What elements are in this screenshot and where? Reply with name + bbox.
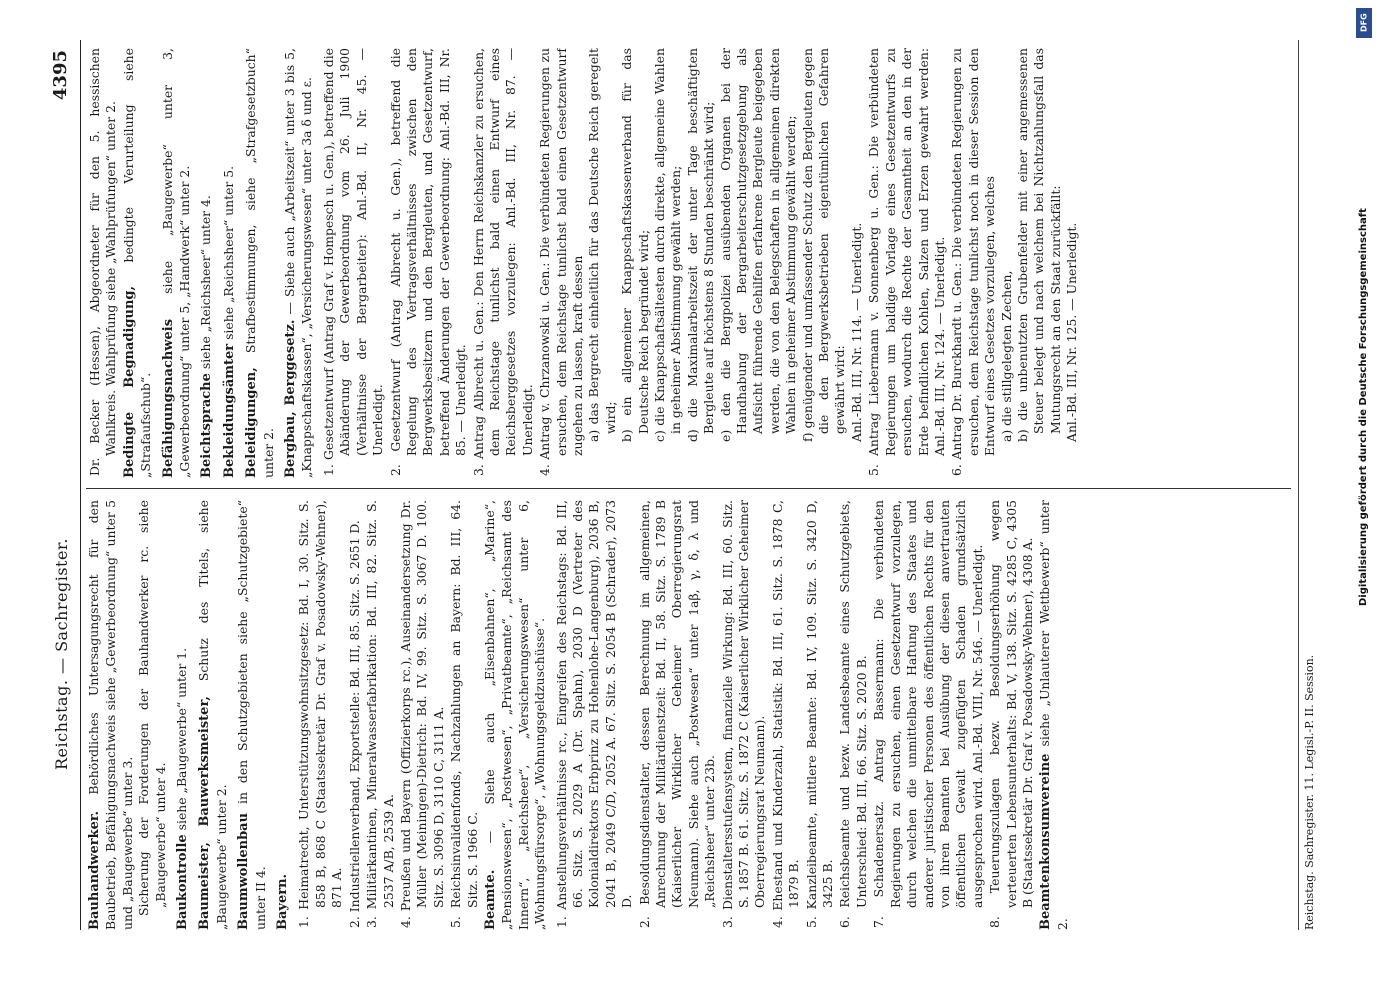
index-entry	[871, 500, 986, 930]
index-entry	[554, 500, 636, 930]
index-entry	[198, 48, 215, 478]
entry-text: d) die Maximalarbeitszeit der unter Tage beschäftigten Bergleute auf höchstens 8 Stunden beschränkt wird;	[684, 48, 717, 442]
column-divider	[86, 488, 1291, 489]
dfg-logo-icon: DFG	[1356, 8, 1372, 38]
entry-heading: Beamte.	[482, 869, 498, 930]
index-entry	[471, 48, 537, 478]
entry-heading: Beamtenkonsumvereine	[1038, 753, 1054, 930]
digitization-credit: Digitalisierung gefördert durch die Deutsche Forschungsgemeinschaft	[1358, 208, 1369, 606]
index-entry	[770, 500, 803, 930]
entry-text: 3. Dienstaltersstufensystem, finanzielle Wirkung: Bd. III, 60. Sitz. S. 1857 B. 61. Sitz. S. 1872 C (Kaiserlicher Wirklicher Geheimer Oberregierungsrat Neumann).	[719, 500, 768, 928]
page-header	[50, 40, 81, 930]
entry-text: b) ein allgemeiner Knappschaftskassenverband für das Deutsche Reich begründet wird;	[619, 48, 651, 442]
index-entry	[804, 500, 837, 930]
entry-text: bedingte Verurteilung siehe „Strafaufschub“.	[120, 48, 154, 478]
entry-text: Sicherung der Forderungen der Bauhandwerker rc. siehe „Baugewerbe“ unter 4.	[136, 500, 168, 916]
index-entry	[121, 48, 155, 478]
entry-text: 2. Gesetzentwurf (Antrag Albrecht u. Gen.), betreffend die Regelung des Vertragsverhältnisses zwischen den Bergwerksbesitzern und den Bergleuten, und Gesetzentwurf, betreffend Änderungen der Gewerbeordnung: Anl.-Bd. III, Nr. 85. — Unerledigt.	[387, 48, 469, 476]
index-entry	[347, 500, 363, 930]
entry-text: Strafbestimmungen, siehe „Strafgesetzbuch“ unter 2.	[243, 48, 276, 478]
entry-text: 1. Anstellungsverhältnisse rc., Eingreifen des Reichstags: Bd. III, 66. Sitz. S. 2029 A (Dr. Spahn), 2030 D (Vertreter des Kolonialdirektors Erbprinz zu Hohenlohe-Langenburg), 2036 B, 2041 B, 2049 C/D, 2052 A. 67. Sitz. S. 2054 B (Schrader), 2073 D.	[553, 500, 635, 928]
entry-text: 2. Besoldungsdienstalter, dessen Berechnung im allgemeinen, Anrechnung der Militärdienstzeit: Bd. II, 58. Sitz. S. 1789 B (Kaiserlicher Wirklicher Geheimer Oberregierungsrat Neumann). Siehe auch „Postwesen“ unter 1aβ, γ, δ, λ und „Reichsheer“ unter 23b.	[636, 500, 718, 928]
text-columns	[86, 40, 1291, 930]
index-entry	[949, 48, 1080, 478]
entry-text: 5. Reichsinvalidenfonds, Nachzahlungen an Bayern: Bd. III, 64. Sitz. S. 1966 C.	[448, 500, 480, 928]
index-entry	[235, 500, 269, 930]
index-entry	[537, 48, 865, 478]
entry-text: siehe „Baugewerbe“ unter 1.	[174, 647, 190, 831]
index-entry	[174, 500, 191, 930]
entry-text: 3. Militärkantinen, Mineralwasserfabrikation: Bd. III, 82. Sitz. S. 2537 A/B, 2539 A.	[364, 500, 396, 928]
index-entry	[364, 500, 397, 930]
entry-heading: Bergbau, Berggesetz.	[283, 319, 299, 478]
index-entry	[1037, 500, 1071, 930]
index-entry	[196, 500, 230, 930]
index-entry	[482, 500, 549, 930]
entry-heading: Bedingte Begnadigung,	[121, 285, 137, 478]
index-entry	[866, 48, 948, 478]
rotated-document-page	[50, 40, 1340, 930]
entry-text: Behördliches Untersagungsrecht für den Baubetrieb, Befähigungsnachweis siehe „Gewerbeordnung“ unter 5 und „Baugewerbe“ unter 3.	[86, 500, 135, 930]
entry-text: Dr. Becker (Hessen), Abgeordneter für den 5. hessischen Wahlkreis. Wahlprüfung siehe „Wahlprüfungen“ unter 2.	[87, 48, 119, 476]
entry-heading: Bauhandwerker.	[87, 810, 102, 930]
entry-text: 4. Preußen und Bayern (Offizierkorps rc.), Auseinandersetzung Dr. Müller (Meiningen)-Dietrich: Bd. IV, 99. Sitz. S. 3067 D. 100. Sitz. S. 3096 D, 3110 C, 3111 A.	[397, 500, 446, 928]
entry-text: 8. Teuerungszulagen bezw. Besoldungserhöhung wegen verteuerten Lebensunterhalts: Bd. V, 138. Sitz. S. 4285 C, 4305 B (Staatssekretär Dr. Graf v. Posadowsky-Wehner), 4308 A.	[987, 500, 1035, 928]
index-entry	[221, 48, 238, 478]
entry-text: a) die stillgelegten Zechen,	[998, 270, 1014, 442]
index-entry	[837, 500, 870, 930]
index-entry	[720, 500, 769, 930]
entry-text: a) das Bergrecht einheitlich für das Deutsche Reich geregelt wird;	[586, 48, 618, 442]
entry-heading: Beleidigungen,	[244, 367, 260, 478]
entry-text: — Siehe auch „Eisenbahnen“, „Marine“, „Pensionswesen“, „Postwesen“, „Privatbeamte“, „Reichsamt des Innern“, „Reichsheer“, „Versicherungswesen“ unter 6, „Wohnungsfürsorge“, „Wohnungsgeldzuschüsse“.	[481, 500, 548, 930]
page-column-number: 4395	[50, 50, 71, 101]
entry-text: 4. Ehestand und Kinderzahl, Statistik: Bd. III, 61. Sitz. S. 1878 C, 1879 B.	[769, 500, 802, 928]
index-entry	[987, 500, 1036, 930]
entry-text: 5. Antrag Liebermann v. Sonnenberg u. Gen.: Die verbündeten Regierungen um baldige Vorlage eines Gesetzentwurfs zu ersuchen, wodurch die Rechte der Gesamtheit an den in der Erde befindlichen Kohlen, Salzen und Erzen gewahrt werden: Anl.-Bd. III, Nr. 124. — Unerledigt.	[866, 48, 947, 476]
index-entry	[448, 500, 481, 930]
footer-source: Reichstag. Sachregister. 11. Legisl.-P. II. Session.	[1303, 654, 1316, 930]
index-entry	[637, 500, 719, 930]
entry-text: 6. Antrag Dr. Burckhardt u. Gen.: Die verbündeten Regierungen zu ersuchen, dem Reichstage tunlichst noch in dieser Session den Entwurf eines Gesetzes vorzulegen, welches	[949, 48, 998, 476]
index-entry	[160, 48, 194, 478]
entry-text: 4. Antrag v. Chrzanowski u. Gen.: Die verbündeten Regierungen zu ersuchen, dem Reichstage tunlichst bald einen Gesetzentwurf zugehen zu lassen, kraft dessen	[537, 48, 585, 476]
entry-heading: Baumwollenbau	[236, 812, 252, 930]
entry-heading: Befähigungsnachweis	[160, 318, 176, 478]
entry-text: siehe „Reichsheer“ unter 4.	[198, 195, 214, 370]
entry-text: siehe „Unlauterer Wettbewerb“ unter 2.	[1037, 500, 1070, 930]
entry-text: 3. Antrag Albrecht u. Gen.: Den Herrn Reichskanzler zu ersuchen, dem Reichstage tunlichst bald einen Entwurf eines Reichsberggesetzes vorzulegen: Anl.-Bd. III, Nr. 87. — Unerledigt.	[470, 48, 535, 476]
entry-text: siehe „Reichsheer“ unter 5.	[220, 165, 236, 340]
entry-text: 5. Kanzleibeamte, mittlere Beamte: Bd. IV, 109. Sitz. S. 3420 D, 3425 B.	[803, 500, 836, 928]
entry-text: b) die unbenutzten Grubenfelder mit einer angemessenen Steuer belegt und nach welchem bei Nichtzahlungsfall das Mutungsrecht an den Staat zurückfällt:	[1014, 48, 1063, 442]
entry-text: f) genügender und umfassender Schutz den Bergleuten gegen die den Bergwerksbetrieben eigentümlichen Gefahren gewährt wird:	[799, 48, 848, 442]
page-footer	[1298, 40, 1323, 930]
index-entry	[282, 48, 316, 478]
entry-text: 7. Schadenersatz. Antrag Bassermann: Die verbündeten Regierungen zu ersuchen, einen Gesetzentwurf vorzulegen, durch welchen die unmittelbare Haftung des Staates und anderer juristischer Personen des öffentlichen Rechts für den von ihren Beamten bei Ausübung der diesen anvertrauten öffentlichen Gewalt zugefügten Schaden grundsätzlich ausgesprochen wird. Anl.-Bd. VIII, Nr. 546. — Unerledigt.	[871, 500, 985, 928]
index-entry	[87, 48, 120, 478]
entry-text: 1. Gesetzentwurf (Antrag Graf v. Hompesch u. Gen.), betreffend die Abänderung der Gewerbeordnung vom 26. Juli 1900 (Verhältnisse der Bergarbeiter): Anl.-Bd. II, Nr. 45. — Unerledigt.	[320, 48, 386, 476]
entry-text: Anl.-Bd. III, Nr. 114. — Unerledigt.	[848, 222, 864, 442]
index-entry	[398, 500, 447, 930]
index-entry	[243, 48, 277, 478]
entry-text: in den Schutzgebieten siehe „Schutzgebiete“ unter II 4.	[235, 500, 268, 930]
entry-heading: Beichtsprache	[199, 373, 215, 478]
entry-heading: Bekleidungsämter	[221, 343, 237, 478]
entry-text: — Siehe auch „Arbeitszeit“ unter 3 bis 5, „Knappschaftskassen“, „Versicherungswesen“ unter 3a δ und ε.	[282, 48, 315, 478]
index-entry	[274, 500, 291, 930]
index-entry	[321, 48, 387, 478]
entry-text: Schutz des Titels, siehe „Baugewerbe“ unter 2.	[196, 500, 229, 930]
entry-text: 1. Heimatrecht, Unterstützungswohnsitzgesetz: Bd. I, 30. Sitz. S. 858 B, 868 C (Staatssekretär Dr. Graf v. Posadowsky-Wehner), 871 A.	[296, 500, 345, 928]
entry-text: Anl.-Bd. III, Nr. 125. — Unerledigt.	[1064, 222, 1080, 442]
entry-text: siehe „Baugewerbe“ unter 3, „Gewerbeordnung“ unter 5, „Handwerk“ unter 2.	[159, 48, 193, 478]
entry-text: c) die Knappschaftsältesten durch direkte, allgemeine Wahlen in geheimer Abstimmung gewählt werden;	[652, 48, 684, 442]
index-entry	[296, 500, 345, 930]
entry-text: e) den die Bergpolizei ausübenden Organen bei der Handhabung der Bergarbeiterschutzgesetzgebung als Aufsicht führende Gehilfen erfahrene Bergleute beigegeben werden, die von den Belegschaften in allgemeinen direkten Wahlen in geheimer Abstimmung gewählt werden;	[717, 48, 799, 442]
entry-heading: Baukontrolle	[175, 834, 191, 930]
entry-heading: Baumeister, Bauwerksmeister,	[197, 696, 213, 930]
right-column	[86, 48, 1291, 478]
left-column	[86, 500, 1291, 930]
entry-text: 6. Reichsbeamte und bezw. Landesbeamte eines Schutzgebiets, Unterschied: Bd. III, 66. Sitz. S. 2020 B.	[837, 500, 869, 928]
entry-heading: Bayern.	[275, 873, 291, 930]
running-title: Reichstag. — Sachregister.	[52, 538, 71, 770]
entry-text: 2. Industriellenverband, Exportstelle: Bd. III, 85. Sitz. S. 2651 D.	[346, 520, 362, 928]
index-entry	[388, 48, 470, 478]
index-entry	[86, 500, 169, 930]
